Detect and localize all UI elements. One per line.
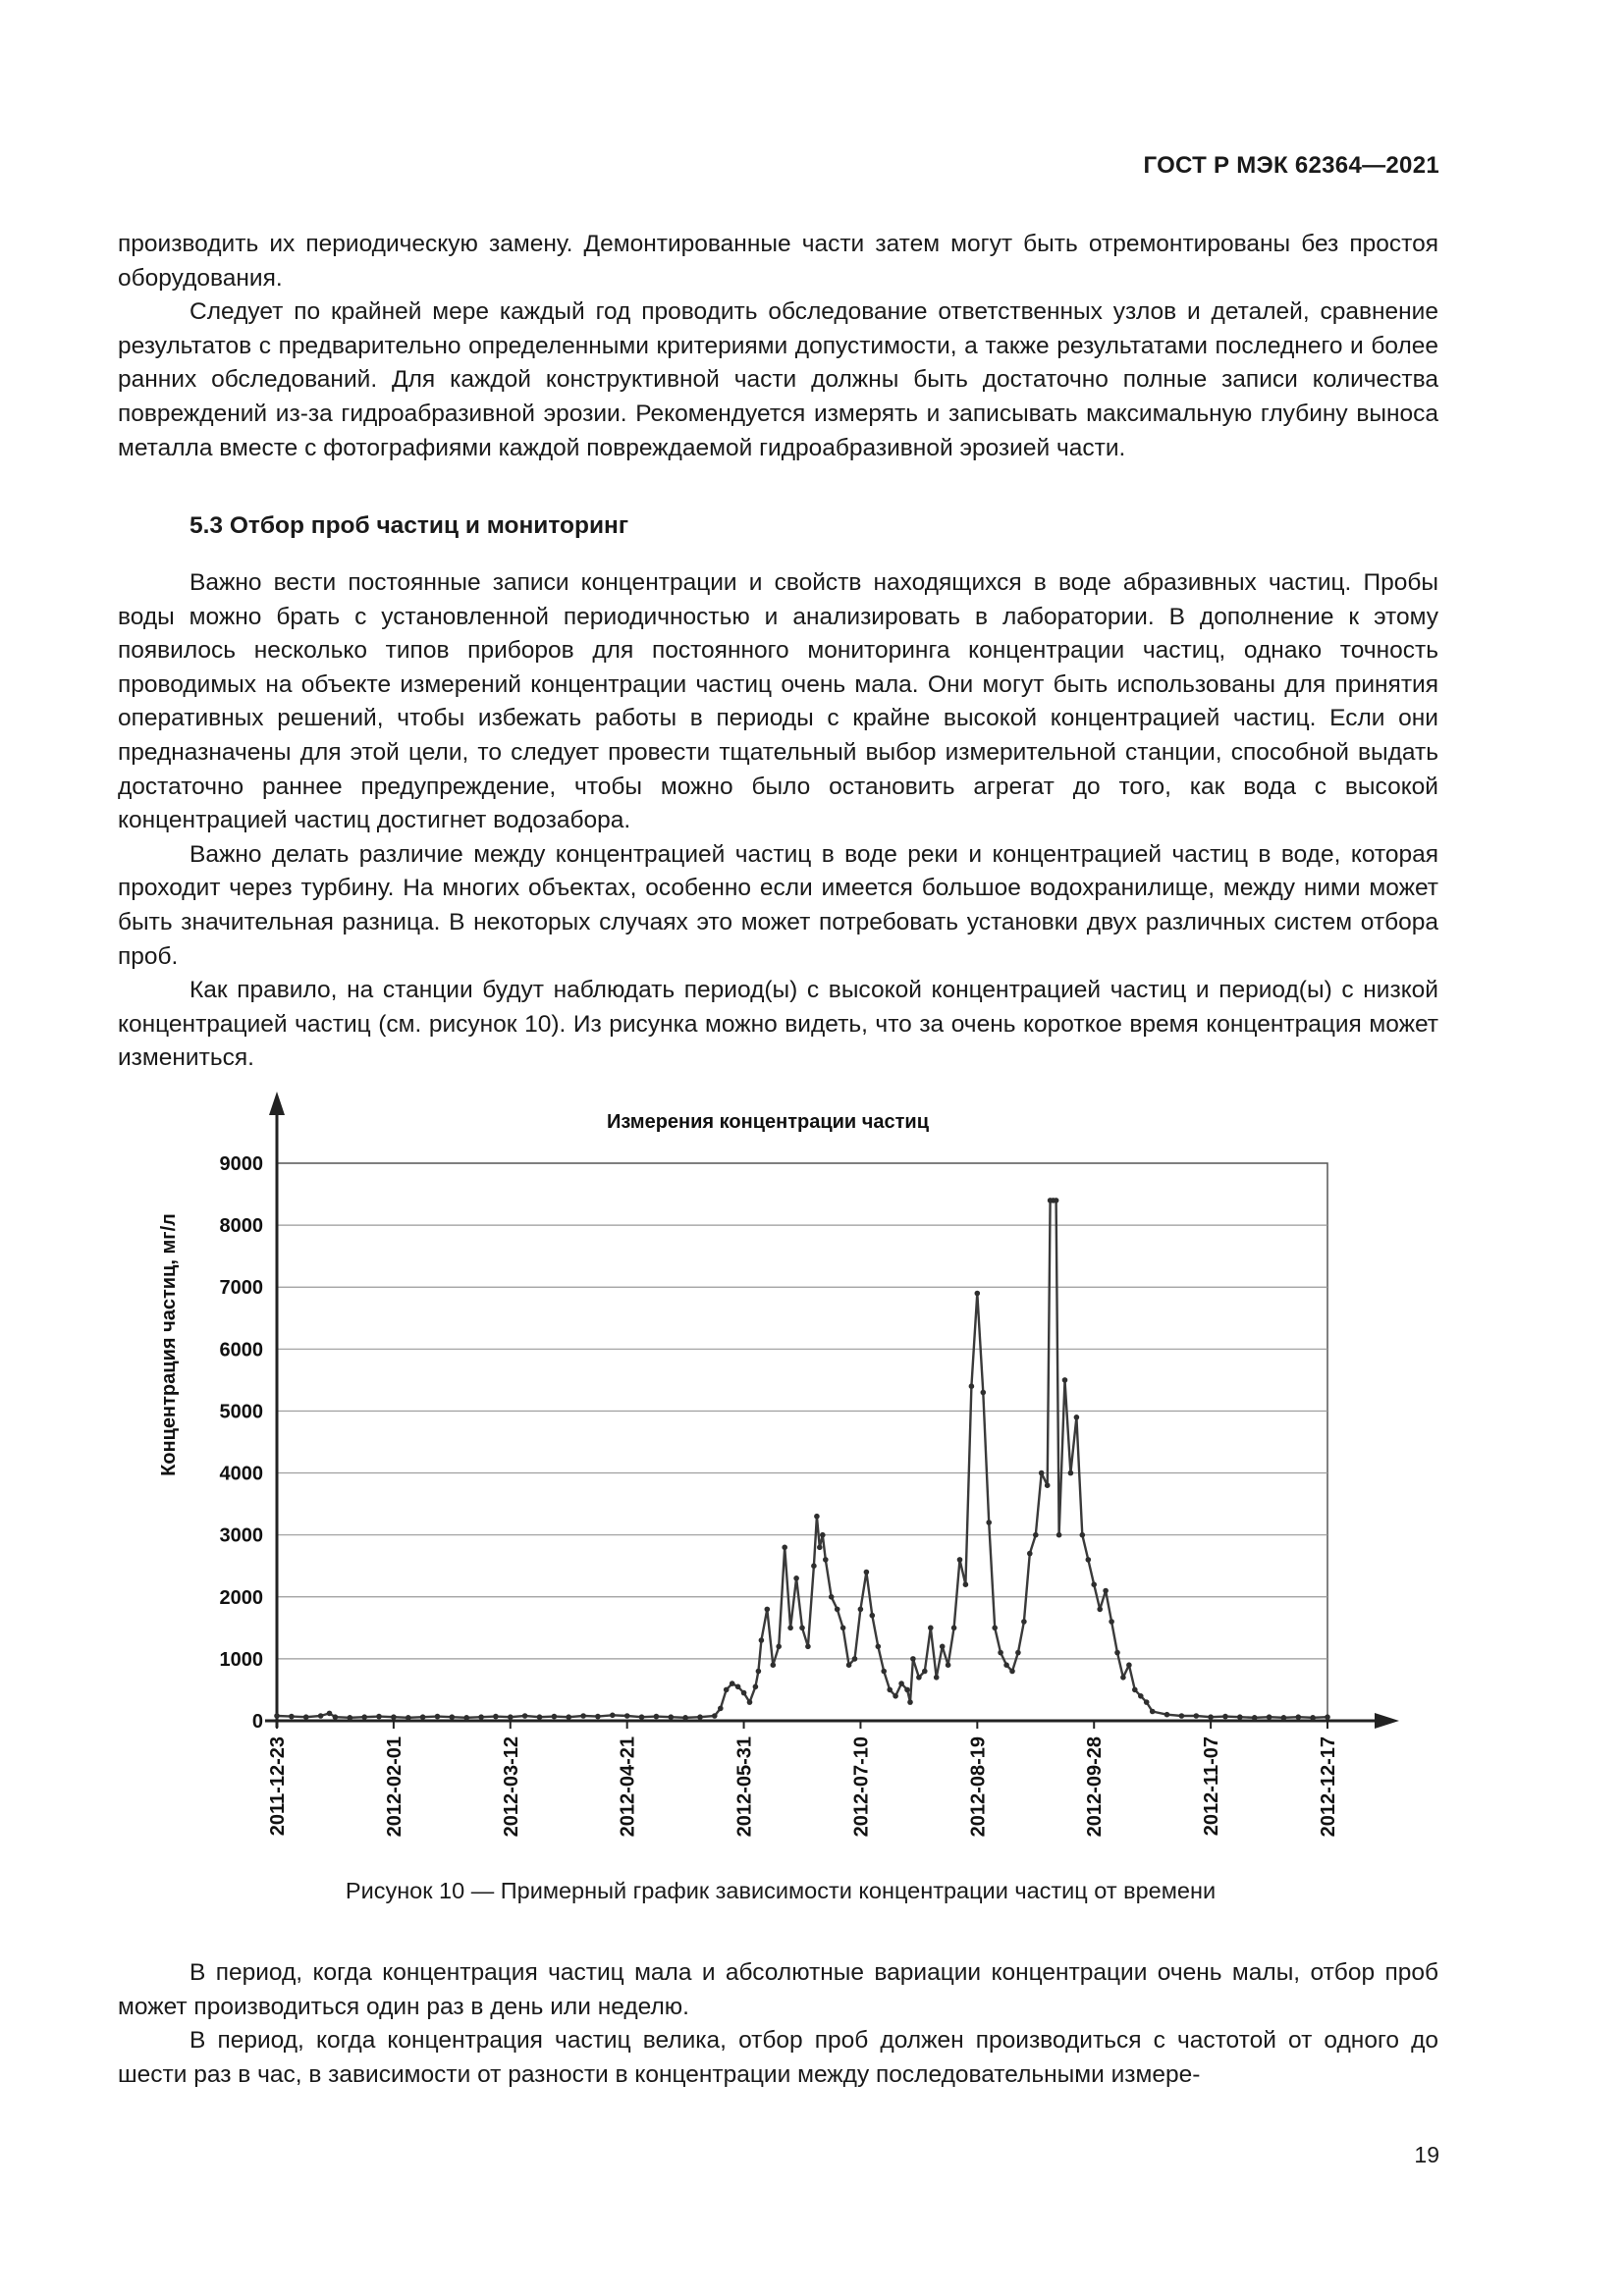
data-point — [765, 1607, 771, 1613]
data-point — [986, 1520, 992, 1525]
series-line-concentration — [277, 1201, 1327, 1718]
data-point — [1056, 1532, 1062, 1538]
data-point — [817, 1545, 823, 1551]
data-point — [682, 1715, 688, 1721]
data-point — [1281, 1715, 1287, 1721]
data-point — [1054, 1198, 1059, 1203]
data-point — [741, 1690, 747, 1696]
data-point — [361, 1714, 367, 1720]
data-point — [610, 1713, 616, 1719]
data-point — [747, 1699, 753, 1705]
data-point — [820, 1532, 826, 1538]
data-point — [712, 1713, 718, 1719]
data-point — [876, 1644, 882, 1650]
data-point — [881, 1669, 887, 1675]
data-point-markers — [274, 1198, 1330, 1721]
data-point — [435, 1714, 441, 1720]
data-point — [730, 1681, 735, 1686]
y-tick-labels — [220, 1153, 264, 1733]
data-point — [782, 1545, 787, 1551]
data-point — [735, 1684, 741, 1690]
data-point — [1126, 1662, 1132, 1668]
data-point — [981, 1390, 987, 1396]
y-tick-label: 9000 — [219, 1153, 263, 1175]
data-point — [1021, 1619, 1027, 1625]
y-axis-label: Концентрация частиц, мг/л — [158, 1213, 180, 1476]
data-point — [580, 1713, 586, 1719]
data-point — [1114, 1650, 1120, 1656]
y-tick-label: 2000 — [219, 1586, 263, 1609]
data-point — [522, 1713, 528, 1719]
x-tick-labels — [267, 1721, 1339, 1837]
paragraph: Важно делать различие между концентрацией частиц в воде реки и концентрацией частиц в воде, которая проходит через турбину. На многих объектах, особенно если имеется большое водохранилище, между ними может быть значительная разница. В некоторых случаях это может потребовать установки двух различных систем отбора проб. — [118, 840, 1438, 970]
section-heading: 5.3 Отбор проб частиц и мониторинг — [189, 512, 629, 539]
data-point — [552, 1714, 558, 1720]
data-point — [654, 1714, 660, 1720]
x-tick-label: 2012-02-01 — [383, 1736, 406, 1838]
data-point — [846, 1662, 852, 1668]
data-point — [946, 1662, 951, 1668]
data-point — [840, 1626, 846, 1631]
data-point — [1074, 1415, 1080, 1420]
data-point — [493, 1714, 499, 1720]
data-point — [1039, 1470, 1045, 1476]
data-point — [1009, 1669, 1015, 1675]
figure-caption: Рисунок 10 — Примерный график зависимости концентрации частиц от времени — [345, 1878, 1217, 1903]
data-point — [898, 1681, 904, 1686]
data-point — [1325, 1714, 1330, 1720]
paragraph: производить их периодическую замену. Демонтированные части затем могут быть отремонтированы без простоя оборудования. — [118, 231, 1438, 292]
data-point — [537, 1714, 543, 1720]
data-point — [771, 1662, 777, 1668]
data-point — [829, 1594, 835, 1600]
gridlines — [277, 1225, 1327, 1659]
data-point — [406, 1715, 411, 1721]
data-point — [907, 1699, 913, 1705]
data-point — [566, 1714, 571, 1720]
y-tick-label: 6000 — [219, 1339, 263, 1362]
data-point — [1080, 1532, 1086, 1538]
data-point — [1086, 1557, 1092, 1563]
data-point — [1068, 1470, 1074, 1476]
data-point — [759, 1637, 765, 1643]
data-point — [1144, 1699, 1150, 1705]
data-point — [327, 1711, 333, 1717]
data-point — [992, 1626, 998, 1631]
data-point — [463, 1715, 469, 1721]
y-tick-label: 8000 — [219, 1215, 263, 1238]
data-point — [508, 1714, 514, 1720]
x-tick-label: 2012-09-28 — [1084, 1736, 1107, 1838]
data-point — [852, 1656, 858, 1662]
x-axis-arrow-icon — [1375, 1713, 1399, 1729]
data-point — [1222, 1714, 1228, 1720]
data-point — [858, 1607, 864, 1613]
data-point — [669, 1714, 675, 1720]
y-axis-arrow-icon — [269, 1092, 285, 1115]
data-point — [975, 1291, 981, 1297]
data-point — [787, 1626, 793, 1631]
data-point — [1267, 1714, 1272, 1720]
chart-title: Измерения концентрации частиц — [606, 1111, 930, 1133]
data-point — [1103, 1588, 1109, 1594]
paragraph: Следует по крайней мере каждый год проводить обследование ответственных узлов и деталей, сравнение результатов с предварительно определенными критериями допустимости, а также результатами последнего и более ранних обследований. Для каждой конструктивной части должны быть достаточно полные записи количества повреждений из-за гидроабразивной эрозии. Рекомендуется измерять и записывать максимальную глубину выноса металла вместе с фотографиями каждой повреждаемой гидроабразивной эрозией части. — [118, 298, 1438, 461]
data-point — [776, 1644, 782, 1650]
paragraph: В период, когда концентрация частиц велика, отбор проб должен производиться с частотой от одного до шести раз в час, в зависимости от разности в концентрации между последовательными измере- — [118, 2027, 1438, 2088]
data-point — [639, 1714, 645, 1720]
y-tick-label: 1000 — [219, 1648, 263, 1671]
paragraph: Как правило, на станции будут наблюдать период(ы) с высокой концентрацией частиц и период(ы) с низкой концентрацией частиц (см. рисунок 10). Из рисунка можно видеть, что за очень короткое время концентрация может измениться. — [118, 977, 1438, 1072]
data-point — [420, 1714, 426, 1720]
y-tick-label: 3000 — [219, 1524, 263, 1547]
x-tick-label: 2012-12-17 — [1318, 1736, 1339, 1838]
x-tick-label: 2011-12-23 — [267, 1736, 289, 1837]
data-point — [1045, 1482, 1051, 1488]
data-point — [1208, 1714, 1214, 1720]
data-point — [1194, 1713, 1200, 1719]
data-point — [916, 1675, 922, 1681]
data-point — [753, 1684, 759, 1690]
data-point — [904, 1687, 910, 1693]
data-point — [835, 1607, 840, 1613]
data-point — [450, 1714, 456, 1720]
x-tick-label: 2012-11-07 — [1201, 1736, 1223, 1837]
data-point — [910, 1656, 916, 1662]
y-tick-label: 4000 — [219, 1463, 263, 1485]
data-point — [799, 1626, 805, 1631]
x-tick-label: 2012-08-19 — [967, 1736, 990, 1838]
data-point — [1027, 1551, 1033, 1557]
data-point — [348, 1715, 353, 1721]
data-point — [756, 1669, 762, 1675]
data-point — [1132, 1687, 1138, 1693]
data-point — [805, 1644, 811, 1650]
data-point — [870, 1613, 876, 1619]
data-point — [1164, 1712, 1170, 1718]
data-point — [793, 1575, 799, 1581]
data-point — [1015, 1650, 1021, 1656]
data-point — [922, 1669, 928, 1675]
data-point — [887, 1687, 893, 1693]
data-point — [940, 1644, 946, 1650]
data-point — [934, 1675, 940, 1681]
data-point — [1296, 1714, 1302, 1720]
data-point — [624, 1713, 630, 1719]
data-point — [274, 1713, 280, 1719]
x-tick-label: 2012-03-12 — [500, 1736, 522, 1838]
plot-area-frame — [277, 1163, 1327, 1721]
y-tick-label: 7000 — [219, 1277, 263, 1300]
data-point — [376, 1714, 382, 1720]
data-point — [289, 1714, 295, 1720]
document-header: ГОСТ Р МЭК 62364—2021 — [1143, 152, 1439, 179]
data-point — [928, 1626, 934, 1631]
data-point — [893, 1693, 898, 1699]
data-point — [969, 1383, 975, 1389]
data-point — [1138, 1693, 1144, 1699]
data-point — [951, 1626, 957, 1631]
data-point — [823, 1557, 829, 1563]
data-point — [1109, 1619, 1114, 1625]
data-point — [1120, 1675, 1126, 1681]
x-tick-label: 2012-07-10 — [850, 1736, 873, 1838]
data-point — [1252, 1715, 1258, 1721]
data-point — [1091, 1581, 1097, 1587]
paragraph: Важно вести постоянные записи концентрации и свойств находящихся в воде абразивных частиц. Пробы воды можно брать с установленной периодичностью и анализировать в лаборатории. В дополнение к этому появилось несколько типов приборов для постоянного мониторинга концентрации частиц, однако точность проводимых на объекте измерений концентрации частиц очень мала. Они могут быть использованы для принятия оперативных решений, чтобы избежать работы в периоды с крайне высокой концентрацией частиц. Если они предназначены для этой цели, то следует провести тщательный выбор измерительной станции, способной выдать достаточно раннее предупреждение, чтобы можно было остановить агрегат до того, как вода с высокой концентрацией частиц достигнет водозабора. — [118, 569, 1438, 834]
page-number: 19 — [1414, 2142, 1439, 2167]
data-point — [957, 1557, 963, 1563]
data-point — [1179, 1713, 1185, 1719]
x-tick-label: 2012-05-31 — [733, 1736, 756, 1838]
data-point — [1097, 1607, 1103, 1613]
data-point — [303, 1714, 309, 1720]
x-tick-label: 2012-04-21 — [617, 1736, 639, 1838]
data-point — [697, 1714, 703, 1720]
y-tick-label: 0 — [251, 1711, 263, 1733]
data-point — [814, 1514, 820, 1520]
data-point — [998, 1650, 1003, 1656]
data-point — [333, 1714, 339, 1720]
text-block-bottom — [118, 1956, 1438, 2092]
data-point — [391, 1714, 397, 1720]
data-point — [811, 1563, 817, 1569]
data-point — [1033, 1532, 1039, 1538]
paragraph: В период, когда концентрация частиц мала и абсолютные вариации концентрации очень малы, отбор проб может производиться один раз в день или неделю. — [118, 1959, 1438, 2020]
data-point — [1062, 1377, 1068, 1383]
data-point — [1237, 1714, 1243, 1720]
data-point — [595, 1714, 601, 1720]
data-point — [478, 1714, 484, 1720]
data-point — [1150, 1709, 1156, 1715]
data-point — [963, 1581, 969, 1587]
data-point — [718, 1706, 724, 1712]
data-point — [864, 1570, 870, 1575]
data-point — [1003, 1662, 1009, 1668]
data-point — [318, 1713, 324, 1719]
data-point — [1310, 1715, 1316, 1721]
data-point — [724, 1687, 730, 1693]
y-tick-label: 5000 — [219, 1401, 263, 1423]
